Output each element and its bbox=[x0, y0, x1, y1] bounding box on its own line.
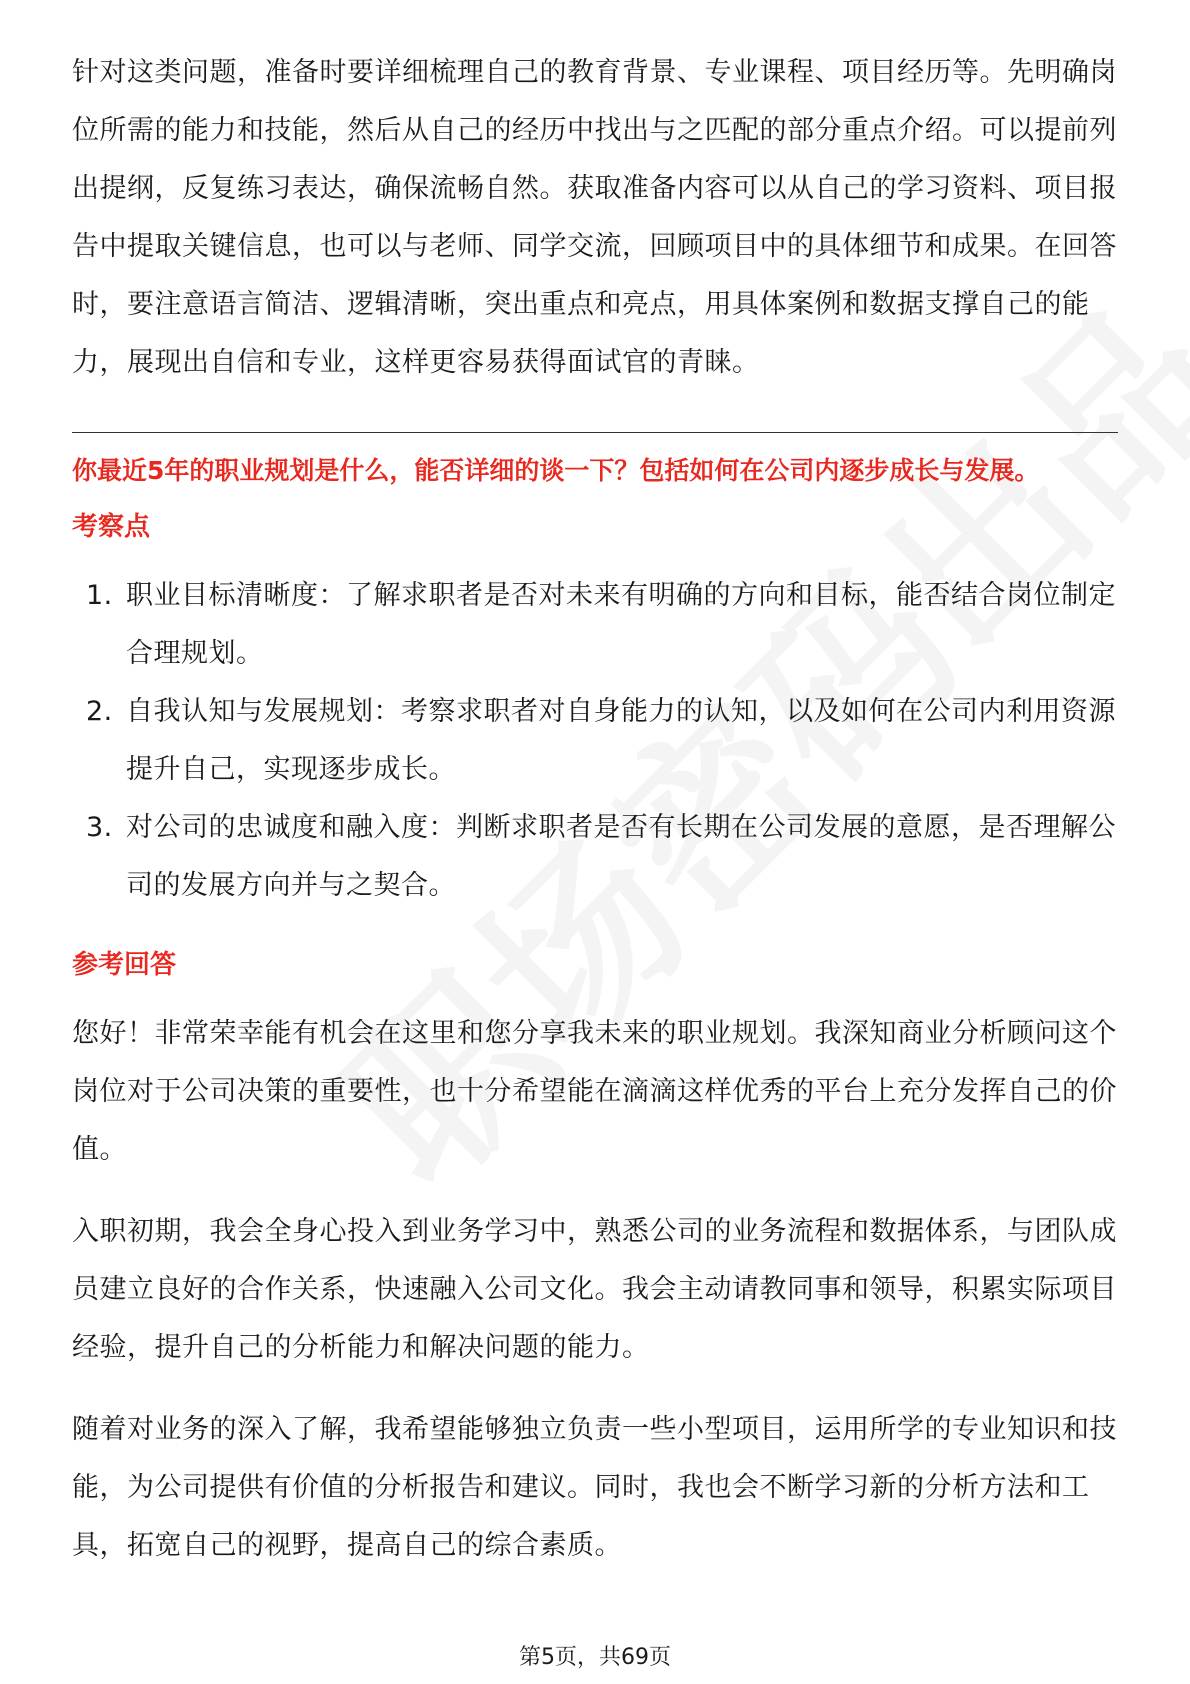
list-item-text: 职业目标清晰度：了解求职者是否对未来有明确的方向和目标，能否结合岗位制定合理规划。 bbox=[126, 580, 1116, 669]
question-heading: 你最近5年的职业规划是什么，能否详细的谈一下？包括如何在公司内逐步成长与发展。 bbox=[72, 456, 1040, 485]
list-item-text: 对公司的忠诚度和融入度：判断求职者是否有长期在公司发展的意愿，是否理解公司的发展方向并与之契合。 bbox=[126, 812, 1116, 901]
document-page bbox=[72, 44, 1118, 1575]
list-item bbox=[72, 683, 1118, 799]
list-item bbox=[72, 567, 1118, 683]
page-footer: 第5页，共69页 bbox=[519, 1645, 671, 1670]
answer-paragraph: 您好！非常荣幸能有机会在这里和您分享我未来的职业规划。我深知商业分析顾问这个岗位对于公司决策的重要性，也十分希望能在滴滴这样优秀的平台上充分发挥自己的价值。 bbox=[72, 1018, 1117, 1165]
list-item-text: 自我认知与发展规划：考察求职者对自身能力的认知，以及如何在公司内利用资源提升自己，实现逐步成长。 bbox=[126, 696, 1116, 785]
list-item-number: 2. bbox=[86, 696, 113, 727]
answer-paragraph: 随着对业务的深入了解，我希望能够独立负责一些小型项目，运用所学的专业知识和技能，为公司提供有价值的分析报告和建议。同时，我也会不断学习新的分析方法和工具，拓宽自己的视野，提高自己的综合素质。 bbox=[72, 1414, 1117, 1561]
list-item bbox=[72, 799, 1118, 915]
list-item-number: 1. bbox=[86, 580, 113, 611]
section-divider bbox=[72, 432, 1118, 433]
answer-heading: 参考回答 bbox=[72, 950, 177, 980]
focus-points-list bbox=[72, 567, 1118, 915]
answer-paragraph: 入职初期，我会全身心投入到业务学习中，熟悉公司的业务流程和数据体系，与团队成员建立良好的合作关系，快速融入公司文化。我会主动请教同事和领导，积累实际项目经验，提升自己的分析能力和解决问题的能力。 bbox=[72, 1216, 1117, 1363]
list-item-number: 3. bbox=[86, 812, 113, 843]
intro-paragraph: 针对这类问题，准备时要详细梳理自己的教育背景、专业课程、项目经历等。先明确岗位所需的能力和技能，然后从自己的经历中找出与之匹配的部分重点介绍。可以提前列出提纲，反复练习表达，确保流畅自然。获取准备内容可以从自己的学习资料、项目报告中提取关键信息，也可以与老师、同学交流，回顾项目中的具体细节和成果。在回答时，要注意语言简洁、逻辑清晰，突出重点和亮点，用具体案例和数据支撑自己的能力，展现出自信和专业，这样更容易获得面试官的青睐。 bbox=[72, 57, 1117, 378]
focus-heading: 考察点 bbox=[72, 512, 151, 542]
